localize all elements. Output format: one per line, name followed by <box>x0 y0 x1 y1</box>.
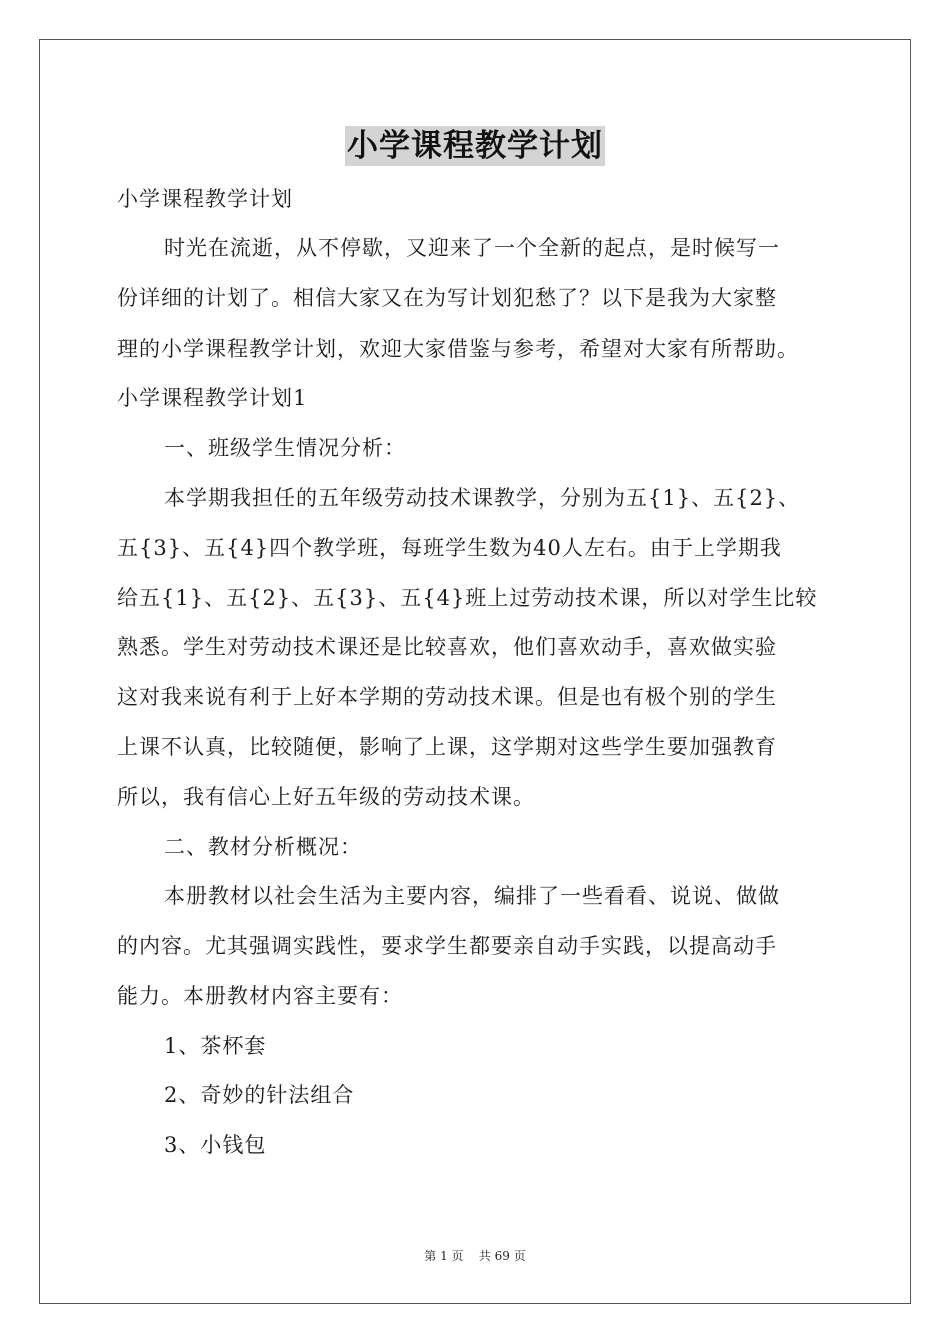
paragraph-line: 的内容。尤其强调实践性，要求学生都要亲自动手实践，以提高动手 <box>117 934 777 958</box>
list-item: 2、奇妙的针法组合 <box>164 1083 355 1107</box>
paragraph-line: 所以，我有信心上好五年级的劳动技术课。 <box>117 785 535 809</box>
section-heading: 小学课程教学计划1 <box>117 386 308 410</box>
page-footer: 第 1 页 共 69 页 <box>424 1249 526 1263</box>
paragraph-line: 上课不认真，比较随便，影响了上课，这学期对这些学生要加强教育 <box>117 735 777 759</box>
paragraph-line: 五{3}、五{4}四个教学班，每班学生数为40人左右。由于上学期我 <box>117 536 782 560</box>
document-title: 小学课程教学计划 <box>347 128 603 164</box>
title-container <box>0 126 950 166</box>
subsection-heading: 一、班级学生情况分析： <box>164 436 406 460</box>
list-item: 1、茶杯套 <box>164 1034 267 1058</box>
subsection-heading: 二、教材分析概况： <box>164 835 362 859</box>
paragraph-line: 本学期我担任的五年级劳动技术课教学，分别为五{1}、五{2}、 <box>164 486 801 510</box>
paragraph-line: 份详细的计划了。相信大家又在为写计划犯愁了？以下是我为大家整 <box>117 286 777 310</box>
paragraph-line: 理的小学课程教学计划，欢迎大家借鉴与参考，希望对大家有所帮助。 <box>117 337 799 361</box>
subtitle-line: 小学课程教学计划 <box>117 187 293 211</box>
paragraph-line: 时光在流逝，从不停歇，又迎来了一个全新的起点，是时候写一 <box>164 236 780 260</box>
paragraph-line: 这对我来说有利于上好本学期的劳动技术课。但是也有极个别的学生 <box>117 685 777 709</box>
paragraph-line: 给五{1}、五{2}、五{3}、五{4}班上过劳动技术课，所以对学生比较 <box>117 586 818 610</box>
list-item: 3、小钱包 <box>164 1133 267 1157</box>
page-border <box>39 39 911 1304</box>
paragraph-line: 熟悉。学生对劳动技术课还是比较喜欢，他们喜欢动手，喜欢做实验 <box>117 635 777 659</box>
paragraph-line: 能力。本册教材内容主要有： <box>117 984 403 1008</box>
paragraph-line: 本册教材以社会生活为主要内容，编排了一些看看、说说、做做 <box>164 884 780 908</box>
